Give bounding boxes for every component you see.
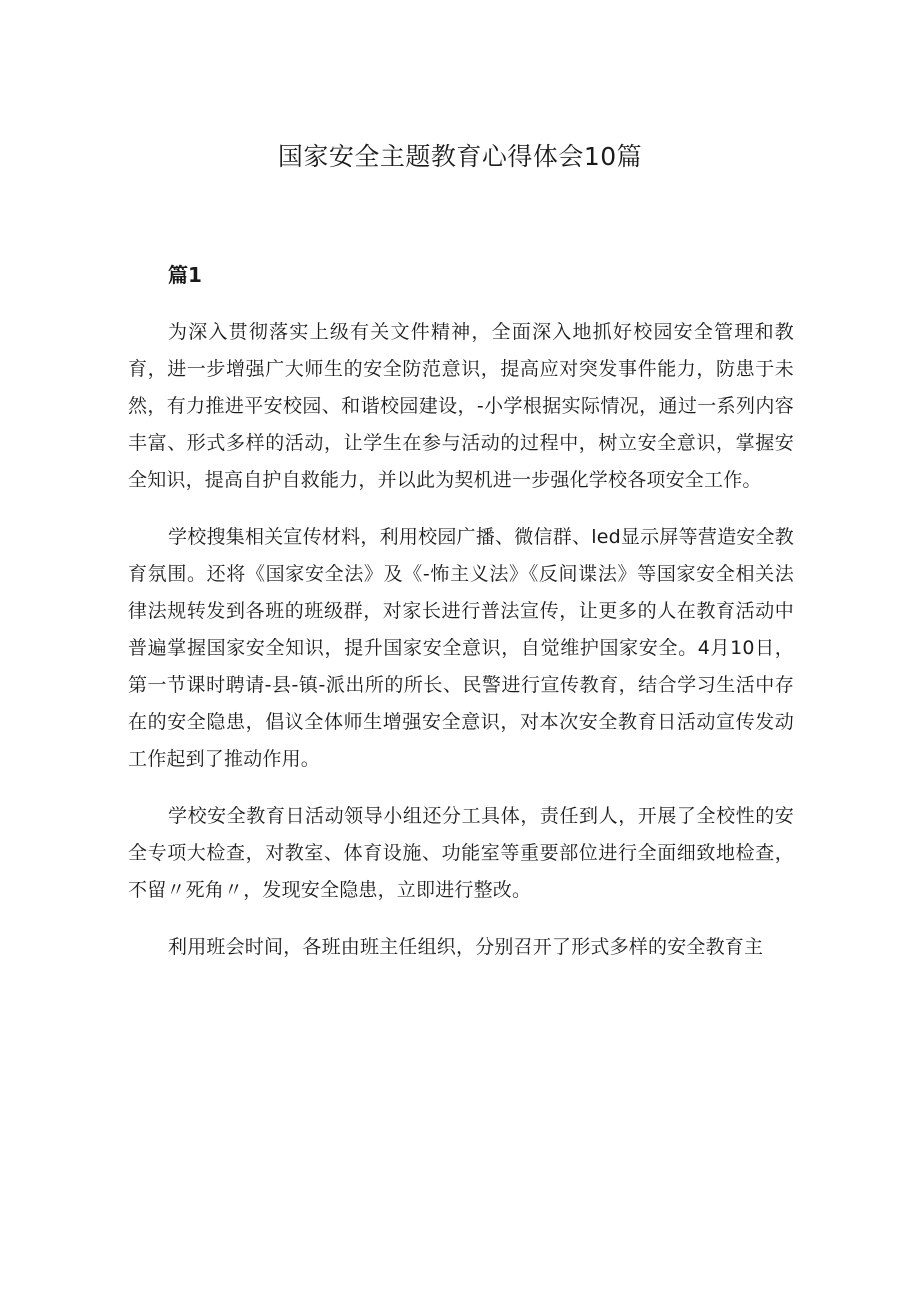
- document-title: 国家安全主题教育心得体会10篇: [277, 142, 643, 171]
- paragraph: 为深入贯彻落实上级有关文件精神，全面深入地抓好校园安全管理和教育，进一步增强广大师生的安全防范意识，提高应对突发事件能力，防患于未然，有力推进平安校园、和谐校园建设，-小学根据实际情况，通过一系列内容丰富、形式多样的活动，让学生在参与活动的过程中，树立安全意识，掌握安全知识，提高自护自救能力，并以此为契机进一步强化学校各项安全工作。: [128, 321, 794, 491]
- paragraph: 学校搜集相关宣传材料，利用校园广播、微信群、led显示屏等营造安全教育氛围。还将《国家安全法》及《-怖主义法》《反间谍法》等国家安全相关法律法规转发到各班的班级群，对家长进行普法宣传，让更多的人在教育活动中普遍掌握国家安全知识，提升国家安全意识，自觉维护国家安全。4月10日，第一节课时聘请-县-镇-派出所的所长、民警进行宣传教育，结合学习生活中存在的安全隐患，倡议全体师生增强安全意识，对本次安全教育日活动宣传发动工作起到了推动作用。: [128, 526, 794, 770]
- paragraph: 学校安全教育日活动领导小组还分工具体，责任到人，开展了全校性的安全专项大检查，对教室、体育设施、功能室等重要部位进行全面细致地检查，不留〃死角〃，发现安全隐患，立即进行整改。: [128, 805, 794, 901]
- section-heading: 篇1: [168, 263, 202, 287]
- paragraph: 利用班会时间，各班由班主任组织，分别召开了形式多样的安全教育主: [168, 936, 764, 958]
- section-body: [128, 314, 794, 986]
